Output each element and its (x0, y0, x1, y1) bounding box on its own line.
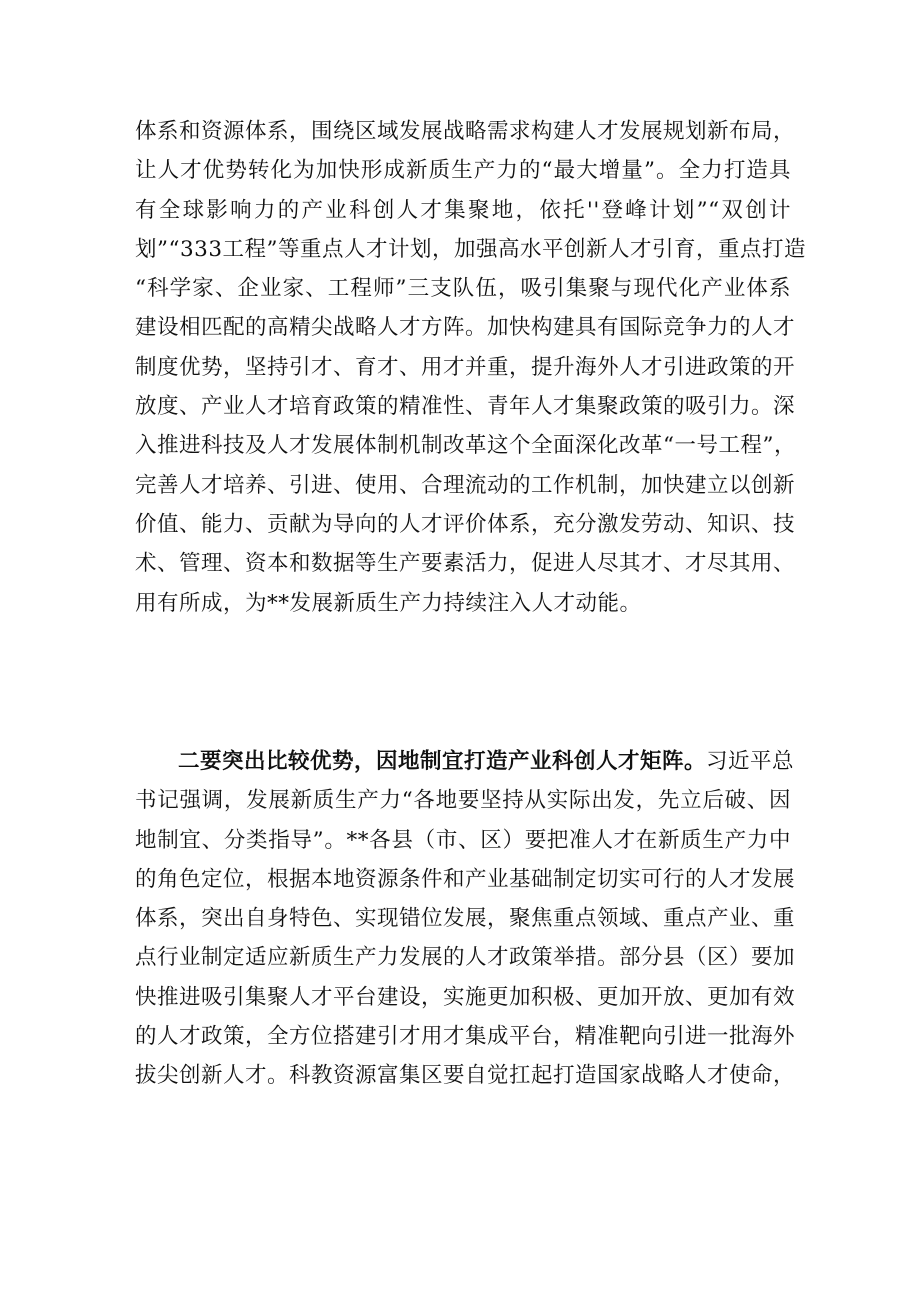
paragraph-2 (135, 742, 796, 1096)
paragraph-line: 地制宜、分类指导”。**各县（市、区）要把准人才在新质生产力中 (135, 827, 791, 853)
paragraph-1 (135, 112, 807, 623)
paragraph-line: 拔尖创新人才。科教资源富集区要自觉扛起打造国家战略人才使命， (135, 1063, 796, 1089)
paragraph-line: “科学家、企业家、工程师”三支队伍，吸引集聚与现代化产业体系 (135, 276, 791, 302)
paragraph-line: 制度优势，坚持引才、育才、用才并重，提升海外人才引进政策的开 (135, 354, 796, 380)
paragraph-line: 放度、产业人才培育政策的精准性、青年人才集聚政策的吸引力。深 (135, 394, 796, 420)
paragraph-line: 点行业制定适应新质生产力发展的人才政策举措。部分县（区）要加 (135, 945, 796, 971)
paragraph-line: 体系，突出自身特色、实现错位发展，聚焦重点领域、重点产业、重 (135, 906, 796, 932)
paragraph-line: 快推进吸引集聚人才平台建设，实施更加积极、更加开放、更加有效 (135, 984, 796, 1010)
paragraph-line: 入推进科技及人才发展体制机制改革这个全面深化改革“一号工程”， (135, 433, 796, 459)
paragraph-line: 价值、能力、贡献为导向的人才评价体系，充分激发劳动、知识、技 (135, 511, 796, 537)
paragraph-line: 让人才优势转化为加快形成新质生产力的“最大增量”。全力打造具 (135, 158, 791, 184)
paragraph-line: 有全球影响力的产业科创人才集聚地，依托''登峰计划”“双创计 (135, 197, 791, 223)
paragraph-line: 术、管理、资本和数据等生产要素活力，促进人尽其才、才尽其用、 (135, 551, 796, 577)
heading-continuation: 习近平总 (706, 749, 795, 774)
paragraph-line: 体系和资源体系，围绕区域发展战略需求构建人才发展规划新布局， (135, 119, 796, 144)
paragraph-line: 的人才政策，全方位搭建引才用才集成平台，精准靶向引进一批海外 (135, 1024, 796, 1050)
paragraph-line: 划”“333工程”等重点人才计划，加强高水平创新人才引育，重点打造 (135, 236, 807, 262)
section-heading: 二要突出比较优势，因地制宜打造产业科创人才矩阵。 (178, 749, 707, 774)
paragraph-first-line (135, 742, 795, 781)
paragraph-line: 用有所成，为**发展新质生产力持续注入人才动能。 (135, 590, 642, 616)
paragraph-line: 书记强调，发展新质生产力“各地要坚持从实际出发，先立后破、因 (135, 788, 791, 814)
paragraph-line: 的角色定位，根据本地资源条件和产业基础制定切实可行的人才发展 (135, 866, 796, 892)
paragraph-line: 建设相匹配的高精尖战略人才方阵。加快构建具有国际竞争力的人才 (135, 315, 796, 341)
paragraph-line: 完善人才培养、引进、使用、合理流动的工作机制，加快建立以创新 (135, 472, 796, 498)
